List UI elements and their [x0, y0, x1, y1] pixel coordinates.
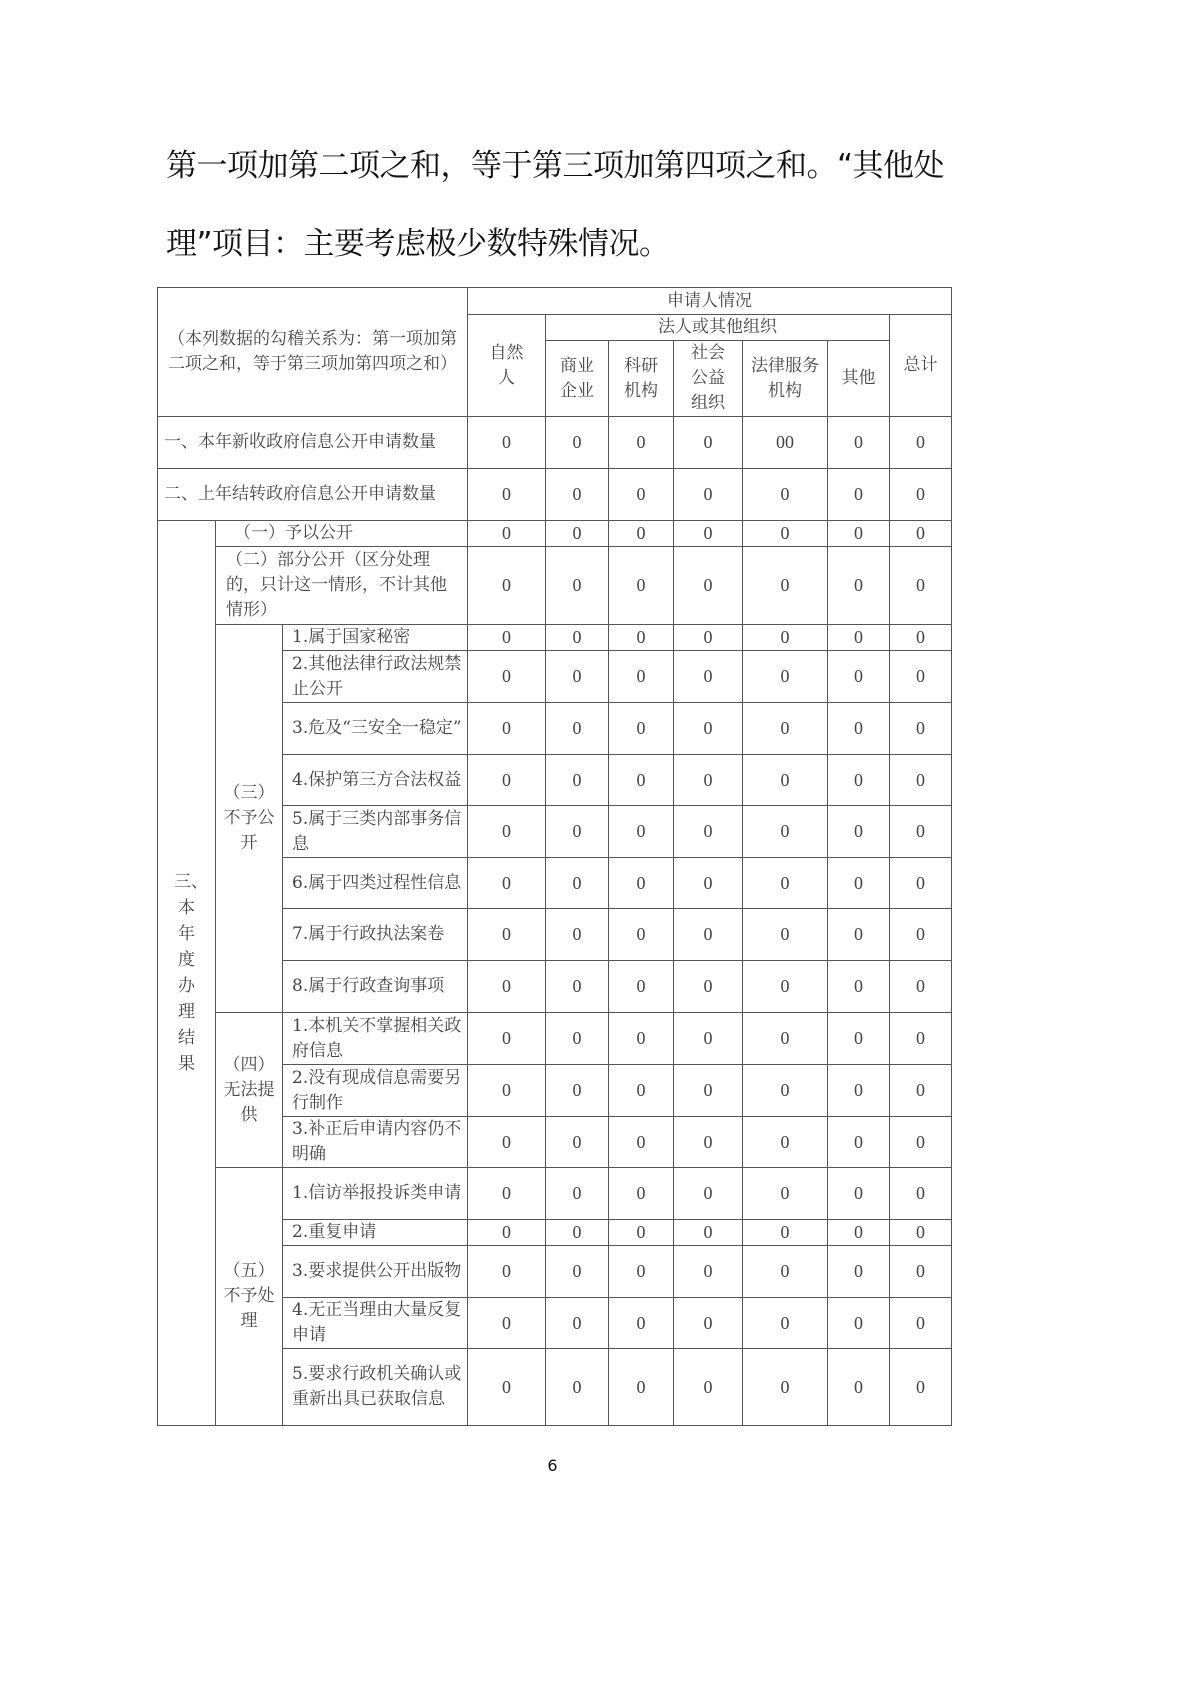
value-cell: 0 [743, 1117, 828, 1168]
value-cell: 0 [468, 625, 546, 651]
value-cell: 0 [674, 1246, 743, 1298]
value-cell: 0 [674, 755, 743, 806]
row-label-item: 6.属于四类过程性信息 [283, 858, 468, 909]
value-cell: 0 [546, 651, 609, 703]
value-cell: 0 [468, 1220, 546, 1246]
value-cell: 0 [828, 1349, 890, 1426]
intro-line-1: 第一项加第二项之和，等于第三项加第四项之和。“其他处 [166, 148, 945, 184]
value-cell: 0 [828, 625, 890, 651]
value-cell: 0 [609, 1065, 674, 1117]
value-cell: 0 [468, 806, 546, 858]
intro-line-2: 理”项目：主要考虑极少数特殊情况。 [166, 226, 670, 262]
value-cell: 0 [468, 521, 546, 547]
header-sub-legal-service: 法律服务机构 [743, 341, 828, 417]
value-cell: 0 [743, 961, 828, 1013]
value-cell: 0 [468, 909, 546, 961]
row-label-item: 3.危及“三安全一稳定” [283, 703, 468, 755]
value-cell: 0 [743, 1246, 828, 1298]
value-cell: 0 [546, 1065, 609, 1117]
value-cell: 0 [674, 703, 743, 755]
row-label-item: 2.没有现成信息需要另行制作 [283, 1065, 468, 1117]
value-cell: 0 [674, 547, 743, 625]
table-row [158, 469, 952, 521]
value-cell: 0 [609, 1117, 674, 1168]
value-cell: 0 [468, 755, 546, 806]
value-cell: 0 [890, 1168, 952, 1220]
row-label-item: 2.重复申请 [283, 1220, 468, 1246]
row-label-item: 7.属于行政执法案卷 [283, 909, 468, 961]
value-cell: 0 [828, 469, 890, 521]
value-cell: 0 [609, 1220, 674, 1246]
table-row [158, 625, 952, 651]
header-sub-business: 商业企业 [546, 341, 609, 417]
value-cell: 0 [609, 961, 674, 1013]
value-cell: 0 [546, 1117, 609, 1168]
value-cell: 0 [546, 909, 609, 961]
row-label-item: 2.其他法律行政法规禁止公开 [283, 651, 468, 703]
value-cell: 0 [609, 1298, 674, 1349]
value-cell: 0 [890, 1246, 952, 1298]
value-cell: 0 [828, 961, 890, 1013]
value-cell: 0 [674, 1298, 743, 1349]
header-sub-public-welfare: 社会公益组织 [674, 341, 743, 417]
table-row [158, 417, 952, 469]
value-cell: 0 [674, 469, 743, 521]
value-cell: 0 [743, 521, 828, 547]
value-cell: 0 [674, 806, 743, 858]
value-cell: 0 [674, 858, 743, 909]
value-cell: 0 [890, 1065, 952, 1117]
row-label-item: 1.本机关不掌握相关政府信息 [283, 1013, 468, 1065]
value-cell: 0 [890, 806, 952, 858]
header-sub-other: 其他 [828, 341, 890, 417]
value-cell: 0 [609, 625, 674, 651]
value-cell: 0 [828, 1117, 890, 1168]
row-label-item: 1.信访举报投诉类申请 [283, 1168, 468, 1220]
row-label-item: 5.要求行政机关确认或重新出具已获取信息 [283, 1349, 468, 1426]
header-applicant: 申请人情况 [468, 288, 952, 315]
value-cell: 0 [546, 1013, 609, 1065]
row-label-open: （一）予以公开 [216, 521, 468, 547]
value-cell: 0 [546, 961, 609, 1013]
value-cell: 0 [674, 521, 743, 547]
value-cell: 0 [468, 651, 546, 703]
value-cell: 0 [546, 521, 609, 547]
value-cell: 0 [609, 1246, 674, 1298]
value-cell: 0 [609, 1013, 674, 1065]
page-number: 6 [547, 1456, 558, 1475]
value-cell: 0 [890, 1117, 952, 1168]
category-label-not-processed: （五）不予处理 [216, 1168, 283, 1426]
value-cell: 0 [743, 651, 828, 703]
value-cell: 0 [546, 1220, 609, 1246]
value-cell: 0 [468, 547, 546, 625]
value-cell: 0 [828, 417, 890, 469]
value-cell: 0 [546, 1246, 609, 1298]
value-cell: 0 [546, 469, 609, 521]
value-cell: 0 [890, 469, 952, 521]
row-label-item: 5.属于三类内部事务信息 [283, 806, 468, 858]
header-total: 总计 [890, 315, 952, 417]
row-label-item: 4.无正当理由大量反复申请 [283, 1298, 468, 1349]
category-label-unable: （四）无法提供 [216, 1013, 283, 1168]
header-sub-research: 科研机构 [609, 341, 674, 417]
table-row [158, 547, 952, 625]
value-cell: 0 [609, 703, 674, 755]
value-cell: 0 [828, 858, 890, 909]
value-cell: 0 [546, 1168, 609, 1220]
value-cell: 0 [743, 1298, 828, 1349]
value-cell: 0 [743, 806, 828, 858]
value-cell: 0 [828, 1065, 890, 1117]
table-row [158, 1013, 952, 1065]
value-cell: 0 [743, 1349, 828, 1426]
value-cell: 0 [674, 909, 743, 961]
value-cell: 0 [828, 703, 890, 755]
value-cell: 0 [546, 755, 609, 806]
value-cell: 0 [828, 651, 890, 703]
value-cell: 0 [890, 858, 952, 909]
value-cell: 0 [468, 1117, 546, 1168]
value-cell: 0 [609, 858, 674, 909]
header-natural-person: 自然人 [468, 315, 546, 417]
value-cell: 0 [674, 1065, 743, 1117]
corner-note: （本列数据的勾稽关系为：第一项加第二项之和，等于第三项加第四项之和） [158, 288, 468, 417]
value-cell: 0 [828, 1298, 890, 1349]
value-cell: 0 [546, 547, 609, 625]
value-cell: 0 [468, 417, 546, 469]
value-cell: 0 [468, 703, 546, 755]
value-cell: 0 [468, 1168, 546, 1220]
row-label-item: 8.属于行政查询事项 [283, 961, 468, 1013]
header-legal-org: 法人或其他组织 [546, 315, 890, 341]
value-cell: 0 [743, 625, 828, 651]
value-cell: 0 [674, 1013, 743, 1065]
row-label-item: 3.要求提供公开出版物 [283, 1246, 468, 1298]
value-cell: 0 [890, 1349, 952, 1426]
value-cell: 0 [674, 417, 743, 469]
category-label-not-open: （三）不予公开 [216, 625, 283, 1013]
value-cell: 0 [609, 651, 674, 703]
value-cell: 0 [546, 417, 609, 469]
value-cell: 0 [890, 651, 952, 703]
value-cell: 0 [890, 1220, 952, 1246]
value-cell: 0 [828, 1246, 890, 1298]
row-label-item: 4.保护第三方合法权益 [283, 755, 468, 806]
value-cell: 0 [468, 858, 546, 909]
value-cell: 0 [609, 469, 674, 521]
value-cell: 0 [546, 703, 609, 755]
section-label-annual-results: 三、本年度办理结果 [158, 521, 216, 1426]
value-cell: 0 [743, 703, 828, 755]
value-cell: 0 [468, 1246, 546, 1298]
value-cell: 0 [890, 755, 952, 806]
value-cell: 0 [743, 1220, 828, 1246]
value-cell: 0 [609, 806, 674, 858]
value-cell: 0 [743, 1168, 828, 1220]
value-cell: 0 [609, 909, 674, 961]
value-cell: 0 [890, 703, 952, 755]
value-cell: 0 [674, 1220, 743, 1246]
value-cell: 0 [828, 1168, 890, 1220]
value-cell: 0 [546, 1349, 609, 1426]
value-cell: 0 [468, 1065, 546, 1117]
value-cell: 0 [890, 909, 952, 961]
value-cell: 0 [743, 469, 828, 521]
value-cell: 0 [546, 1298, 609, 1349]
value-cell: 0 [609, 755, 674, 806]
value-cell: 0 [890, 521, 952, 547]
row-label-partial-open: （二）部分公开（区分处理的，只计这一情形，不计其他情形） [216, 547, 468, 625]
value-cell: 0 [468, 1013, 546, 1065]
value-cell: 0 [890, 547, 952, 625]
value-cell: 0 [828, 547, 890, 625]
value-cell: 00 [743, 417, 828, 469]
row-label-carried-over: 二、上年结转政府信息公开申请数量 [158, 469, 468, 521]
disclosure-report-table [157, 287, 952, 1426]
value-cell: 0 [743, 547, 828, 625]
value-cell: 0 [828, 521, 890, 547]
value-cell: 0 [674, 1117, 743, 1168]
value-cell: 0 [468, 1298, 546, 1349]
value-cell: 0 [828, 806, 890, 858]
value-cell: 0 [674, 625, 743, 651]
value-cell: 0 [674, 1349, 743, 1426]
value-cell: 0 [890, 1298, 952, 1349]
value-cell: 0 [743, 1013, 828, 1065]
row-label-new-requests: 一、本年新收政府信息公开申请数量 [158, 417, 468, 469]
row-label-item: 3.补正后申请内容仍不明确 [283, 1117, 468, 1168]
table-row [158, 521, 952, 547]
value-cell: 0 [890, 1013, 952, 1065]
value-cell: 0 [743, 858, 828, 909]
value-cell: 0 [609, 547, 674, 625]
value-cell: 0 [890, 417, 952, 469]
value-cell: 0 [546, 806, 609, 858]
value-cell: 0 [743, 1065, 828, 1117]
value-cell: 0 [546, 625, 609, 651]
table-row [158, 1168, 952, 1220]
value-cell: 0 [828, 755, 890, 806]
value-cell: 0 [609, 521, 674, 547]
value-cell: 0 [828, 1220, 890, 1246]
value-cell: 0 [743, 755, 828, 806]
value-cell: 0 [674, 1168, 743, 1220]
value-cell: 0 [828, 1013, 890, 1065]
value-cell: 0 [890, 961, 952, 1013]
value-cell: 0 [609, 1168, 674, 1220]
value-cell: 0 [468, 469, 546, 521]
value-cell: 0 [743, 909, 828, 961]
value-cell: 0 [828, 909, 890, 961]
value-cell: 0 [468, 1349, 546, 1426]
value-cell: 0 [546, 858, 609, 909]
value-cell: 0 [674, 651, 743, 703]
row-label-item: 1.属于国家秘密 [283, 625, 468, 651]
value-cell: 0 [674, 961, 743, 1013]
value-cell: 0 [468, 961, 546, 1013]
value-cell: 0 [609, 417, 674, 469]
value-cell: 0 [609, 1349, 674, 1426]
value-cell: 0 [890, 625, 952, 651]
